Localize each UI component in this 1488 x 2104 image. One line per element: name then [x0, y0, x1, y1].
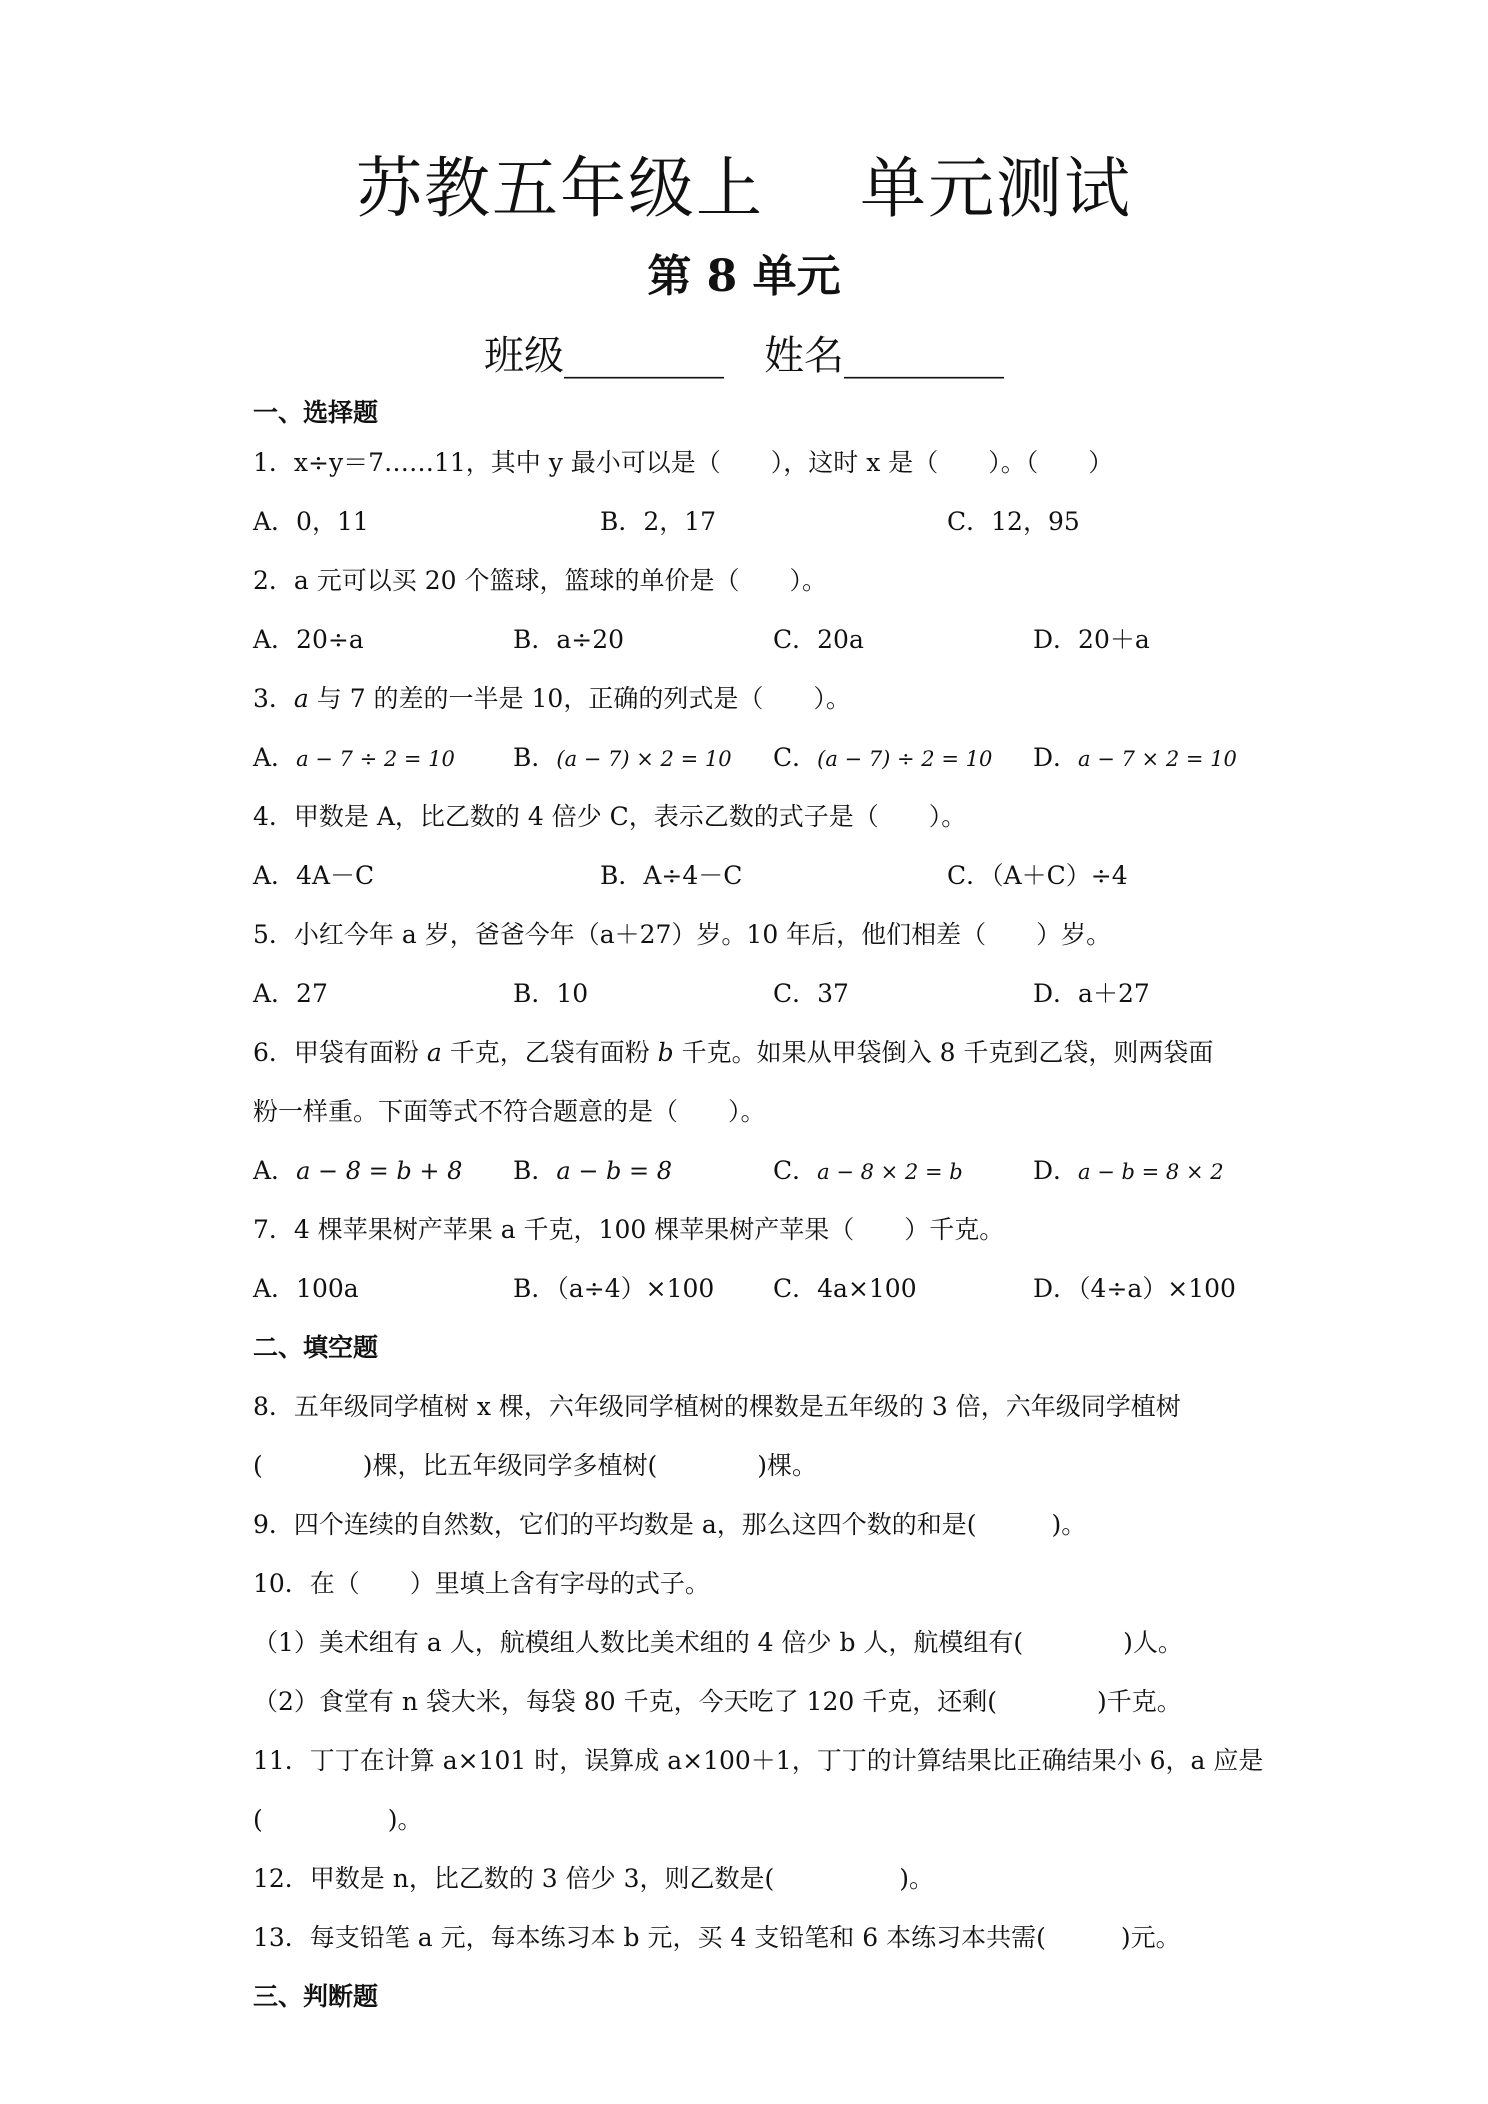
question-10-2: （2）食堂有 n 袋大米，每袋 80 千克，今天吃了 120 千克，还剩( )千克。: [253, 1687, 1182, 1716]
q6-expr-a: a − 8 = b + 8: [296, 1157, 463, 1185]
q6-option-a: A．a − 8 = b + 8: [253, 1156, 463, 1185]
q4-option-c: C．（A＋C）÷4: [947, 861, 1128, 890]
q7-option-c: C．4a×100: [773, 1274, 917, 1303]
name-label: 姓名________: [764, 333, 1004, 379]
q2-option-a: A．20÷a: [253, 625, 364, 654]
question-11-line-2: ( )。: [253, 1805, 423, 1834]
question-1: 1．x÷y＝7……11，其中 y 最小可以是（ ），这时 x 是（ ）。（ ）: [253, 448, 1114, 477]
q3-option-a: A．a − 7 ÷ 2 = 10: [253, 743, 455, 772]
q7-option-a: A．100a: [253, 1274, 359, 1303]
question-10-1: （1）美术组有 a 人，航模组人数比美术组的 4 倍少 b 人，航模组有( )人。: [253, 1628, 1183, 1657]
q2-option-b: B．a÷20: [513, 625, 625, 654]
q3-expr-b: (a − 7) × 2 = 10: [556, 747, 732, 771]
question-5: 5．小红今年 a 岁，爸爸今年（a＋27）岁。10 年后，他们相差（ ）岁。: [253, 920, 1112, 949]
question-11: 11．丁丁在计算 a×101 时，误算成 a×100＋1，丁丁的计算结果比正确结果小 6，a 应是: [253, 1746, 1264, 1775]
q4-option-a: A．4A－C: [253, 861, 375, 890]
q6-expr-d: a − b = 8 × 2: [1078, 1160, 1224, 1184]
question-3: 3．a 与 7 的差的一半是 10，正确的列式是（ ）。: [253, 684, 851, 713]
q2-option-c: C．20a: [773, 625, 864, 654]
title-left: 苏教五年级上: [356, 150, 764, 227]
q6-expr-c: a − 8 × 2 = b: [817, 1160, 963, 1184]
page-title: [0, 135, 1488, 230]
question-8-line-2: ( )棵，比五年级同学多植树( )棵。: [253, 1451, 818, 1480]
q3-option-d: D．a − 7 × 2 = 10: [1033, 743, 1237, 772]
question-7: 7．4 棵苹果树产苹果 a 千克，100 棵苹果树产苹果（ ）千克。: [253, 1215, 1005, 1244]
q6-option-d: D．a − b = 8 × 2: [1033, 1156, 1224, 1185]
class-name-line: [0, 324, 1488, 381]
q3-option-c: C．(a − 7) ÷ 2 = 10: [773, 743, 993, 772]
q5-option-c: C．37: [773, 979, 849, 1008]
class-label: 班级________: [484, 333, 724, 379]
question-12: 12．甲数是 n，比乙数的 3 倍少 3，则乙数是( )。: [253, 1864, 935, 1893]
section-fill-blank: 二、填空题: [253, 1333, 379, 1362]
q6-option-b: B．a − b = 8: [513, 1156, 673, 1185]
q2-option-d: D．20＋a: [1033, 625, 1150, 654]
question-13: 13．每支铅笔 a 元，每本练习本 b 元，买 4 支铅笔和 6 本练习本共需( )元。: [253, 1923, 1181, 1952]
question-4: 4．甲数是 A，比乙数的 4 倍少 C，表示乙数的式子是（ ）。: [253, 802, 967, 831]
question-10: 10．在（ ）里填上含有字母的式子。: [253, 1569, 710, 1598]
section-choice: 一、选择题: [253, 398, 379, 427]
question-2: 2．a 元可以买 20 个篮球，篮球的单价是（ ）。: [253, 566, 827, 595]
variable-a: a: [426, 1038, 442, 1067]
variable-a: a: [293, 684, 309, 713]
q3-expr-a: a − 7 ÷ 2 = 10: [296, 747, 455, 771]
q3-option-b: B．(a − 7) × 2 = 10: [513, 743, 732, 772]
question-9: 9．四个连续的自然数，它们的平均数是 a，那么这四个数的和是( )。: [253, 1510, 1087, 1539]
question-6: 6．甲袋有面粉 a 千克，乙袋有面粉 b 千克。如果从甲袋倒入 8 千克到乙袋，则两袋面: [253, 1038, 1214, 1067]
q6-expr-b: a − b = 8: [556, 1157, 673, 1185]
unit-subtitle: 第 8 单元: [647, 251, 841, 302]
q4-option-b: B．A÷4－C: [600, 861, 743, 890]
question-6-line-2: 粉一样重。下面等式不符合题意的是（ ）。: [253, 1097, 766, 1126]
q1-option-b: B．2，17: [600, 507, 717, 536]
variable-b: b: [657, 1038, 674, 1067]
q7-option-b: B．（a÷4）×100: [513, 1274, 715, 1303]
q3-expr-d: a − 7 × 2 = 10: [1078, 747, 1237, 771]
q7-option-d: D．（4÷a）×100: [1033, 1274, 1236, 1303]
section-true-false: 三、判断题: [253, 1982, 379, 2011]
q5-option-d: D．a＋27: [1033, 979, 1150, 1008]
q5-option-a: A．27: [253, 979, 328, 1008]
title-right: 单元测试: [860, 150, 1132, 227]
q1-option-c: C．12，95: [947, 507, 1080, 536]
q1-option-a: A．0，11: [253, 507, 369, 536]
q5-option-b: B．10: [513, 979, 589, 1008]
question-8: 8．五年级同学植树 x 棵，六年级同学植树的棵数是五年级的 3 倍，六年级同学植树: [253, 1392, 1181, 1421]
q6-option-c: C．a − 8 × 2 = b: [773, 1156, 963, 1185]
q3-expr-c: (a − 7) ÷ 2 = 10: [817, 747, 993, 771]
